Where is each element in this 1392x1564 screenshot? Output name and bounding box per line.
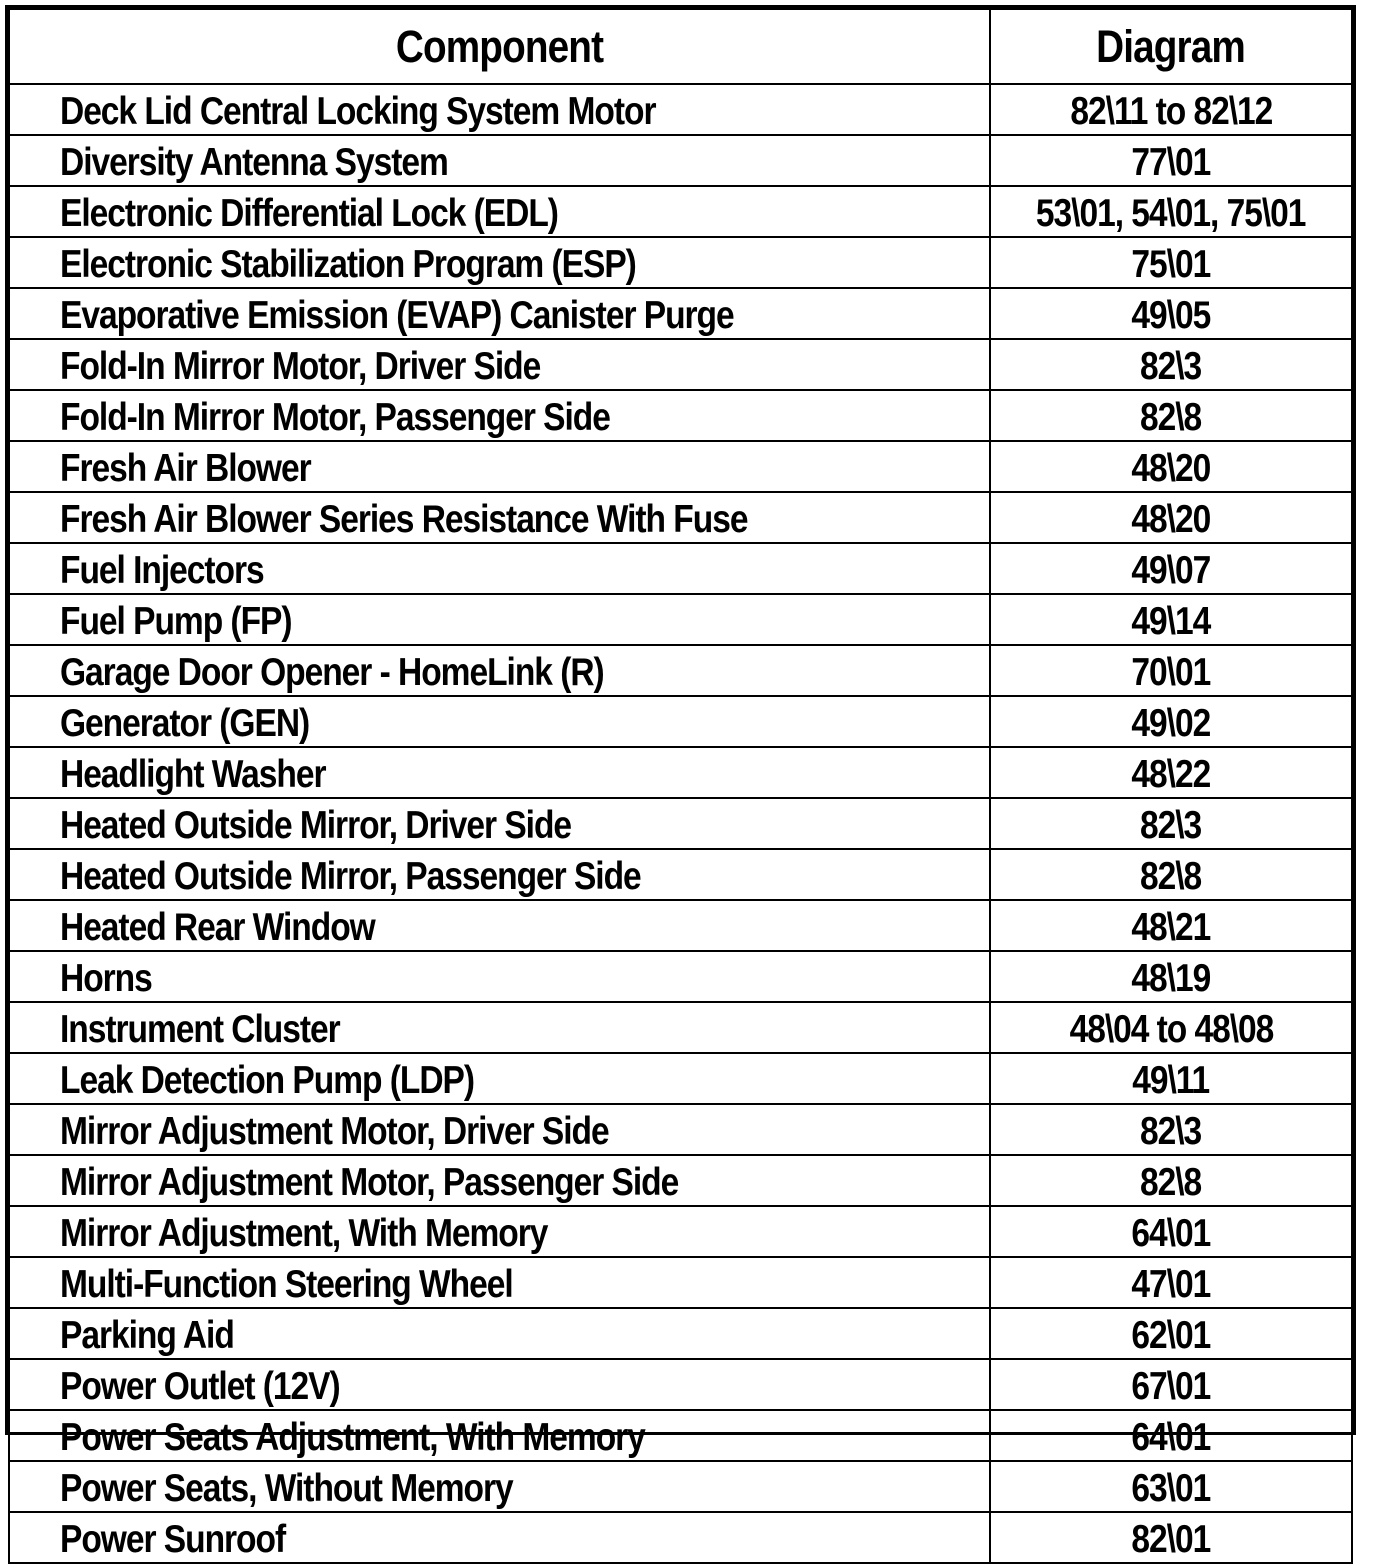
component-cell xyxy=(9,798,990,849)
diagram-reference: 67\01 xyxy=(1131,1365,1211,1408)
table-row xyxy=(9,186,1352,237)
table-row xyxy=(9,1410,1352,1461)
diagram-cell xyxy=(990,135,1352,186)
component-cell xyxy=(9,951,990,1002)
component-name: Power Outlet (12V) xyxy=(60,1365,340,1408)
diagram-cell xyxy=(990,594,1352,645)
diagram-reference: 82\3 xyxy=(1140,345,1202,388)
diagram-reference: 82\11 to 82\12 xyxy=(1070,90,1272,133)
column-header-component xyxy=(9,9,990,84)
component-cell xyxy=(9,237,990,288)
component-cell xyxy=(9,135,990,186)
component-cell xyxy=(9,849,990,900)
diagram-cell xyxy=(990,1512,1352,1563)
table-row xyxy=(9,288,1352,339)
component-name: Fresh Air Blower Series Resistance With Fuse xyxy=(60,498,748,541)
component-cell xyxy=(9,1155,990,1206)
component-name: Mirror Adjustment Motor, Driver Side xyxy=(60,1110,609,1153)
diagram-reference: 82\01 xyxy=(1131,1518,1211,1561)
component-name: Instrument Cluster xyxy=(60,1008,340,1051)
diagram-reference: 64\01 xyxy=(1131,1416,1211,1459)
diagram-reference: 49\05 xyxy=(1131,294,1211,337)
diagram-cell xyxy=(990,696,1352,747)
component-cell xyxy=(9,1410,990,1461)
component-name: Heated Outside Mirror, Passenger Side xyxy=(60,855,641,898)
table-row xyxy=(9,594,1352,645)
table-body xyxy=(9,84,1352,1563)
component-name: Electronic Stabilization Program (ESP) xyxy=(60,243,636,286)
diagram-cell xyxy=(990,84,1352,135)
component-cell xyxy=(9,186,990,237)
diagram-cell xyxy=(990,645,1352,696)
diagram-cell xyxy=(990,1410,1352,1461)
diagram-cell xyxy=(990,1359,1352,1410)
table-row xyxy=(9,645,1352,696)
diagram-reference: 48\21 xyxy=(1131,906,1211,949)
component-cell xyxy=(9,492,990,543)
table-row xyxy=(9,492,1352,543)
table-row xyxy=(9,849,1352,900)
component-name: Leak Detection Pump (LDP) xyxy=(60,1059,475,1102)
table-row xyxy=(9,339,1352,390)
diagram-cell xyxy=(990,492,1352,543)
table-row xyxy=(9,747,1352,798)
component-name: Heated Rear Window xyxy=(60,906,375,949)
diagram-cell xyxy=(990,390,1352,441)
component-diagram-table-container xyxy=(5,5,1356,1561)
diagram-cell xyxy=(990,849,1352,900)
diagram-reference: 64\01 xyxy=(1131,1212,1211,1255)
diagram-reference: 49\02 xyxy=(1131,702,1211,745)
component-name: Mirror Adjustment Motor, Passenger Side xyxy=(60,1161,679,1204)
diagram-cell xyxy=(990,1053,1352,1104)
component-cell xyxy=(9,1257,990,1308)
diagram-reference: 82\3 xyxy=(1140,804,1202,847)
component-name: Fold-In Mirror Motor, Passenger Side xyxy=(60,396,610,439)
column-header-diagram-label: Diagram xyxy=(1096,21,1246,72)
component-cell xyxy=(9,84,990,135)
header-row xyxy=(9,9,1352,84)
component-diagram-table xyxy=(8,8,1353,1564)
component-cell xyxy=(9,1359,990,1410)
diagram-reference: 48\22 xyxy=(1131,753,1211,796)
diagram-cell xyxy=(990,1461,1352,1512)
component-cell xyxy=(9,645,990,696)
component-name: Fold-In Mirror Motor, Driver Side xyxy=(60,345,541,388)
component-name: Evaporative Emission (EVAP) Canister Purge xyxy=(60,294,734,337)
diagram-reference: 47\01 xyxy=(1131,1263,1211,1306)
component-name: Fuel Pump (FP) xyxy=(60,600,292,643)
diagram-cell xyxy=(990,1308,1352,1359)
diagram-reference: 82\8 xyxy=(1140,855,1202,898)
diagram-reference: 48\20 xyxy=(1131,447,1211,490)
component-cell xyxy=(9,543,990,594)
table-row xyxy=(9,1461,1352,1512)
diagram-reference: 48\20 xyxy=(1131,498,1211,541)
table-row xyxy=(9,237,1352,288)
diagram-reference: 49\07 xyxy=(1131,549,1211,592)
component-name: Parking Aid xyxy=(60,1314,234,1357)
diagram-cell xyxy=(990,543,1352,594)
component-cell xyxy=(9,747,990,798)
component-name: Fuel Injectors xyxy=(60,549,264,592)
diagram-cell xyxy=(990,1002,1352,1053)
component-cell xyxy=(9,1461,990,1512)
diagram-reference: 82\8 xyxy=(1140,396,1202,439)
table-row xyxy=(9,1053,1352,1104)
component-name: Multi-Function Steering Wheel xyxy=(60,1263,513,1306)
table-row xyxy=(9,543,1352,594)
component-name: Power Sunroof xyxy=(60,1518,286,1561)
diagram-cell xyxy=(990,900,1352,951)
table-row xyxy=(9,1155,1352,1206)
component-name: Diversity Antenna System xyxy=(60,141,448,184)
diagram-cell xyxy=(990,186,1352,237)
table-row xyxy=(9,696,1352,747)
component-name: Garage Door Opener - HomeLink (R) xyxy=(60,651,604,694)
table-row xyxy=(9,135,1352,186)
table-header xyxy=(9,9,1352,84)
component-name: Generator (GEN) xyxy=(60,702,310,745)
table-row xyxy=(9,900,1352,951)
table-row xyxy=(9,798,1352,849)
diagram-cell xyxy=(990,339,1352,390)
component-cell xyxy=(9,339,990,390)
component-name: Mirror Adjustment, With Memory xyxy=(60,1212,548,1255)
table-row xyxy=(9,1104,1352,1155)
table-row xyxy=(9,951,1352,1002)
component-name: Power Seats, Without Memory xyxy=(60,1467,513,1510)
diagram-reference: 62\01 xyxy=(1131,1314,1211,1357)
table-row xyxy=(9,1359,1352,1410)
component-name: Horns xyxy=(60,957,152,1000)
diagram-cell xyxy=(990,237,1352,288)
diagram-cell xyxy=(990,747,1352,798)
diagram-cell xyxy=(990,798,1352,849)
diagram-reference: 48\04 to 48\08 xyxy=(1069,1008,1273,1051)
diagram-reference: 63\01 xyxy=(1131,1467,1211,1510)
column-header-component-label: Component xyxy=(395,21,604,72)
component-cell xyxy=(9,1002,990,1053)
diagram-cell xyxy=(990,441,1352,492)
diagram-cell xyxy=(990,288,1352,339)
component-name: Power Seats Adjustment, With Memory xyxy=(60,1416,645,1459)
table-row xyxy=(9,1206,1352,1257)
diagram-cell xyxy=(990,1257,1352,1308)
component-cell xyxy=(9,1512,990,1563)
diagram-cell xyxy=(990,1206,1352,1257)
table-row xyxy=(9,390,1352,441)
table-row xyxy=(9,1512,1352,1563)
component-cell xyxy=(9,441,990,492)
table-row xyxy=(9,84,1352,135)
diagram-reference: 48\19 xyxy=(1131,957,1211,1000)
diagram-reference: 82\8 xyxy=(1140,1161,1202,1204)
diagram-cell xyxy=(990,951,1352,1002)
component-cell xyxy=(9,1308,990,1359)
diagram-cell xyxy=(990,1104,1352,1155)
component-cell xyxy=(9,1053,990,1104)
component-cell xyxy=(9,594,990,645)
diagram-reference: 70\01 xyxy=(1131,651,1211,694)
diagram-reference: 82\3 xyxy=(1140,1110,1202,1153)
table-row xyxy=(9,1257,1352,1308)
component-cell xyxy=(9,1104,990,1155)
table-row xyxy=(9,1002,1352,1053)
component-name: Heated Outside Mirror, Driver Side xyxy=(60,804,572,847)
diagram-reference: 49\11 xyxy=(1132,1059,1210,1102)
component-name: Headlight Washer xyxy=(60,753,326,796)
column-header-diagram xyxy=(990,9,1352,84)
component-name: Deck Lid Central Locking System Motor xyxy=(60,90,656,133)
table-row xyxy=(9,441,1352,492)
component-cell xyxy=(9,900,990,951)
diagram-cell xyxy=(990,1155,1352,1206)
component-cell xyxy=(9,288,990,339)
component-cell xyxy=(9,390,990,441)
table-row xyxy=(9,1308,1352,1359)
diagram-reference: 77\01 xyxy=(1131,141,1211,184)
diagram-reference: 53\01, 54\01, 75\01 xyxy=(1036,192,1306,235)
diagram-reference: 75\01 xyxy=(1131,243,1211,286)
diagram-reference: 49\14 xyxy=(1131,600,1211,643)
component-name: Fresh Air Blower xyxy=(60,447,311,490)
component-cell xyxy=(9,696,990,747)
component-name: Electronic Differential Lock (EDL) xyxy=(60,192,558,235)
component-cell xyxy=(9,1206,990,1257)
